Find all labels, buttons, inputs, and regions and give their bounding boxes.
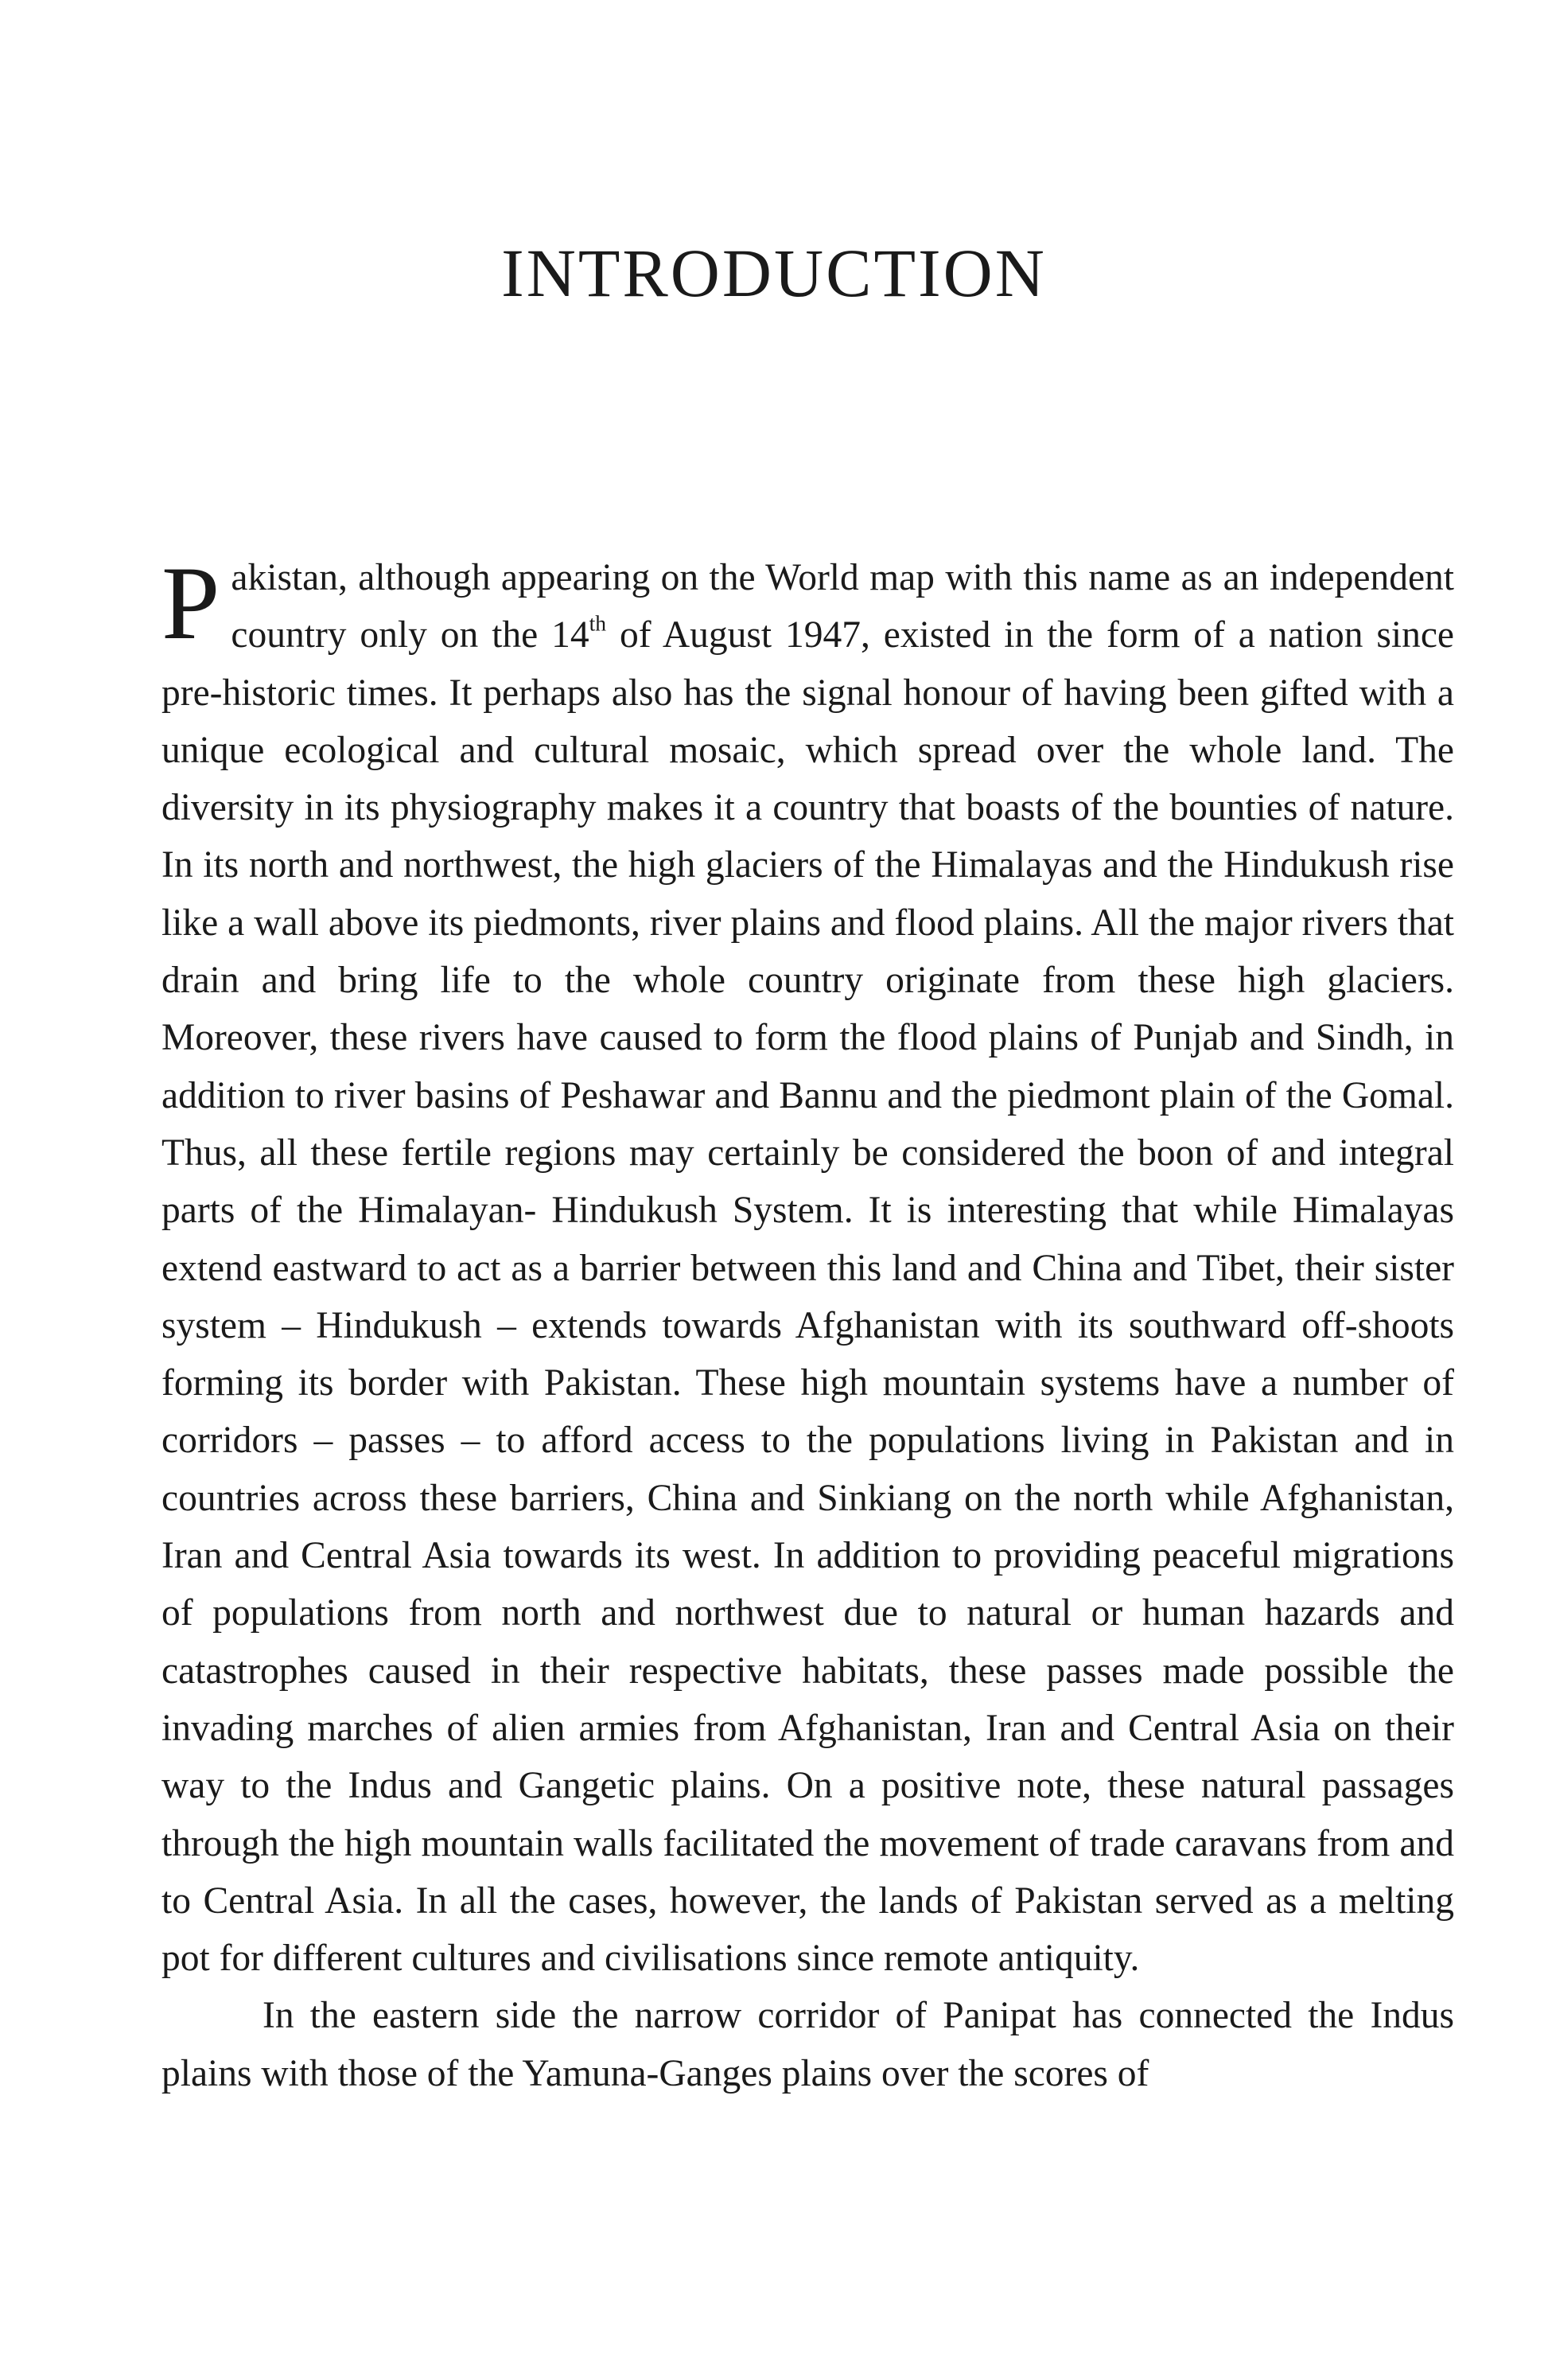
paragraph-1-text-b: of August 1947, existed in the form of a nation since pre-historic times. It perhaps also has the signal honour of having been gifted with a unique ecological and cultural mosaic, which spread over the whole land. The diversity in its physiography makes it a country that boasts of the bounties of nature. In its north and northwest, the high glaciers of the Himalayas and the Hindukush rise like a wall above its piedmonts, river plains and flood plains. All the major rivers that drain and bring life to the whole country originate from these high glaciers. Moreover, these rivers have caused to form the flood plains of Punjab and Sindh, in addition to river basins of Peshawar and Bannu and the piedmont plain of the Gomal. Thus, all these fertile regions may certainly be considered the boon of and integral parts of the Himalayan- Hindukush System. It is interesting that while Himalayas extend eastward to act as a barrier between this land and China and Tibet, their sister system – Hindukush – extends towards Afghanistan with its southward off-shoots forming its border with Pakistan. These high mountain systems have a number of corridors – passes – to afford access to the populations living in Pakistan and in countries across these barriers, China and Sinkiang on the north while Afghanistan, Iran and Central Asia towards its west. In addition to providing peaceful migrations of populations from north and northwest due to natural or human hazards and catastrophes caused in their respective habitats, these passes made possible the invading marches of alien armies from Afghanistan, Iran and Central Asia on their way to the Indus and Gangetic plains. On a positive note, these natural passages through the high mountain walls facilitated the movement of trade caravans from and to Central Asia. In all the cases, however, the lands of Pakistan served as a melting pot for different cultures and civilisations since remote antiquity. <box>161 614 1455 1980</box>
body-text <box>161 544 1455 2102</box>
page-title: INTRODUCTION <box>501 235 1047 311</box>
drop-cap: P <box>161 544 220 661</box>
paragraph-1 <box>161 544 1455 1987</box>
ordinal-superscript: th <box>589 610 607 636</box>
paragraph-1-text-a: akistan, although appearing on the World map with this name as an independent country only on the 14 <box>231 557 1454 656</box>
paragraph-2: In the eastern side the narrow corridor of Panipat has connected the Indus plains with those of the Yamuna-Ganges plains over the scores of <box>161 1995 1454 2094</box>
